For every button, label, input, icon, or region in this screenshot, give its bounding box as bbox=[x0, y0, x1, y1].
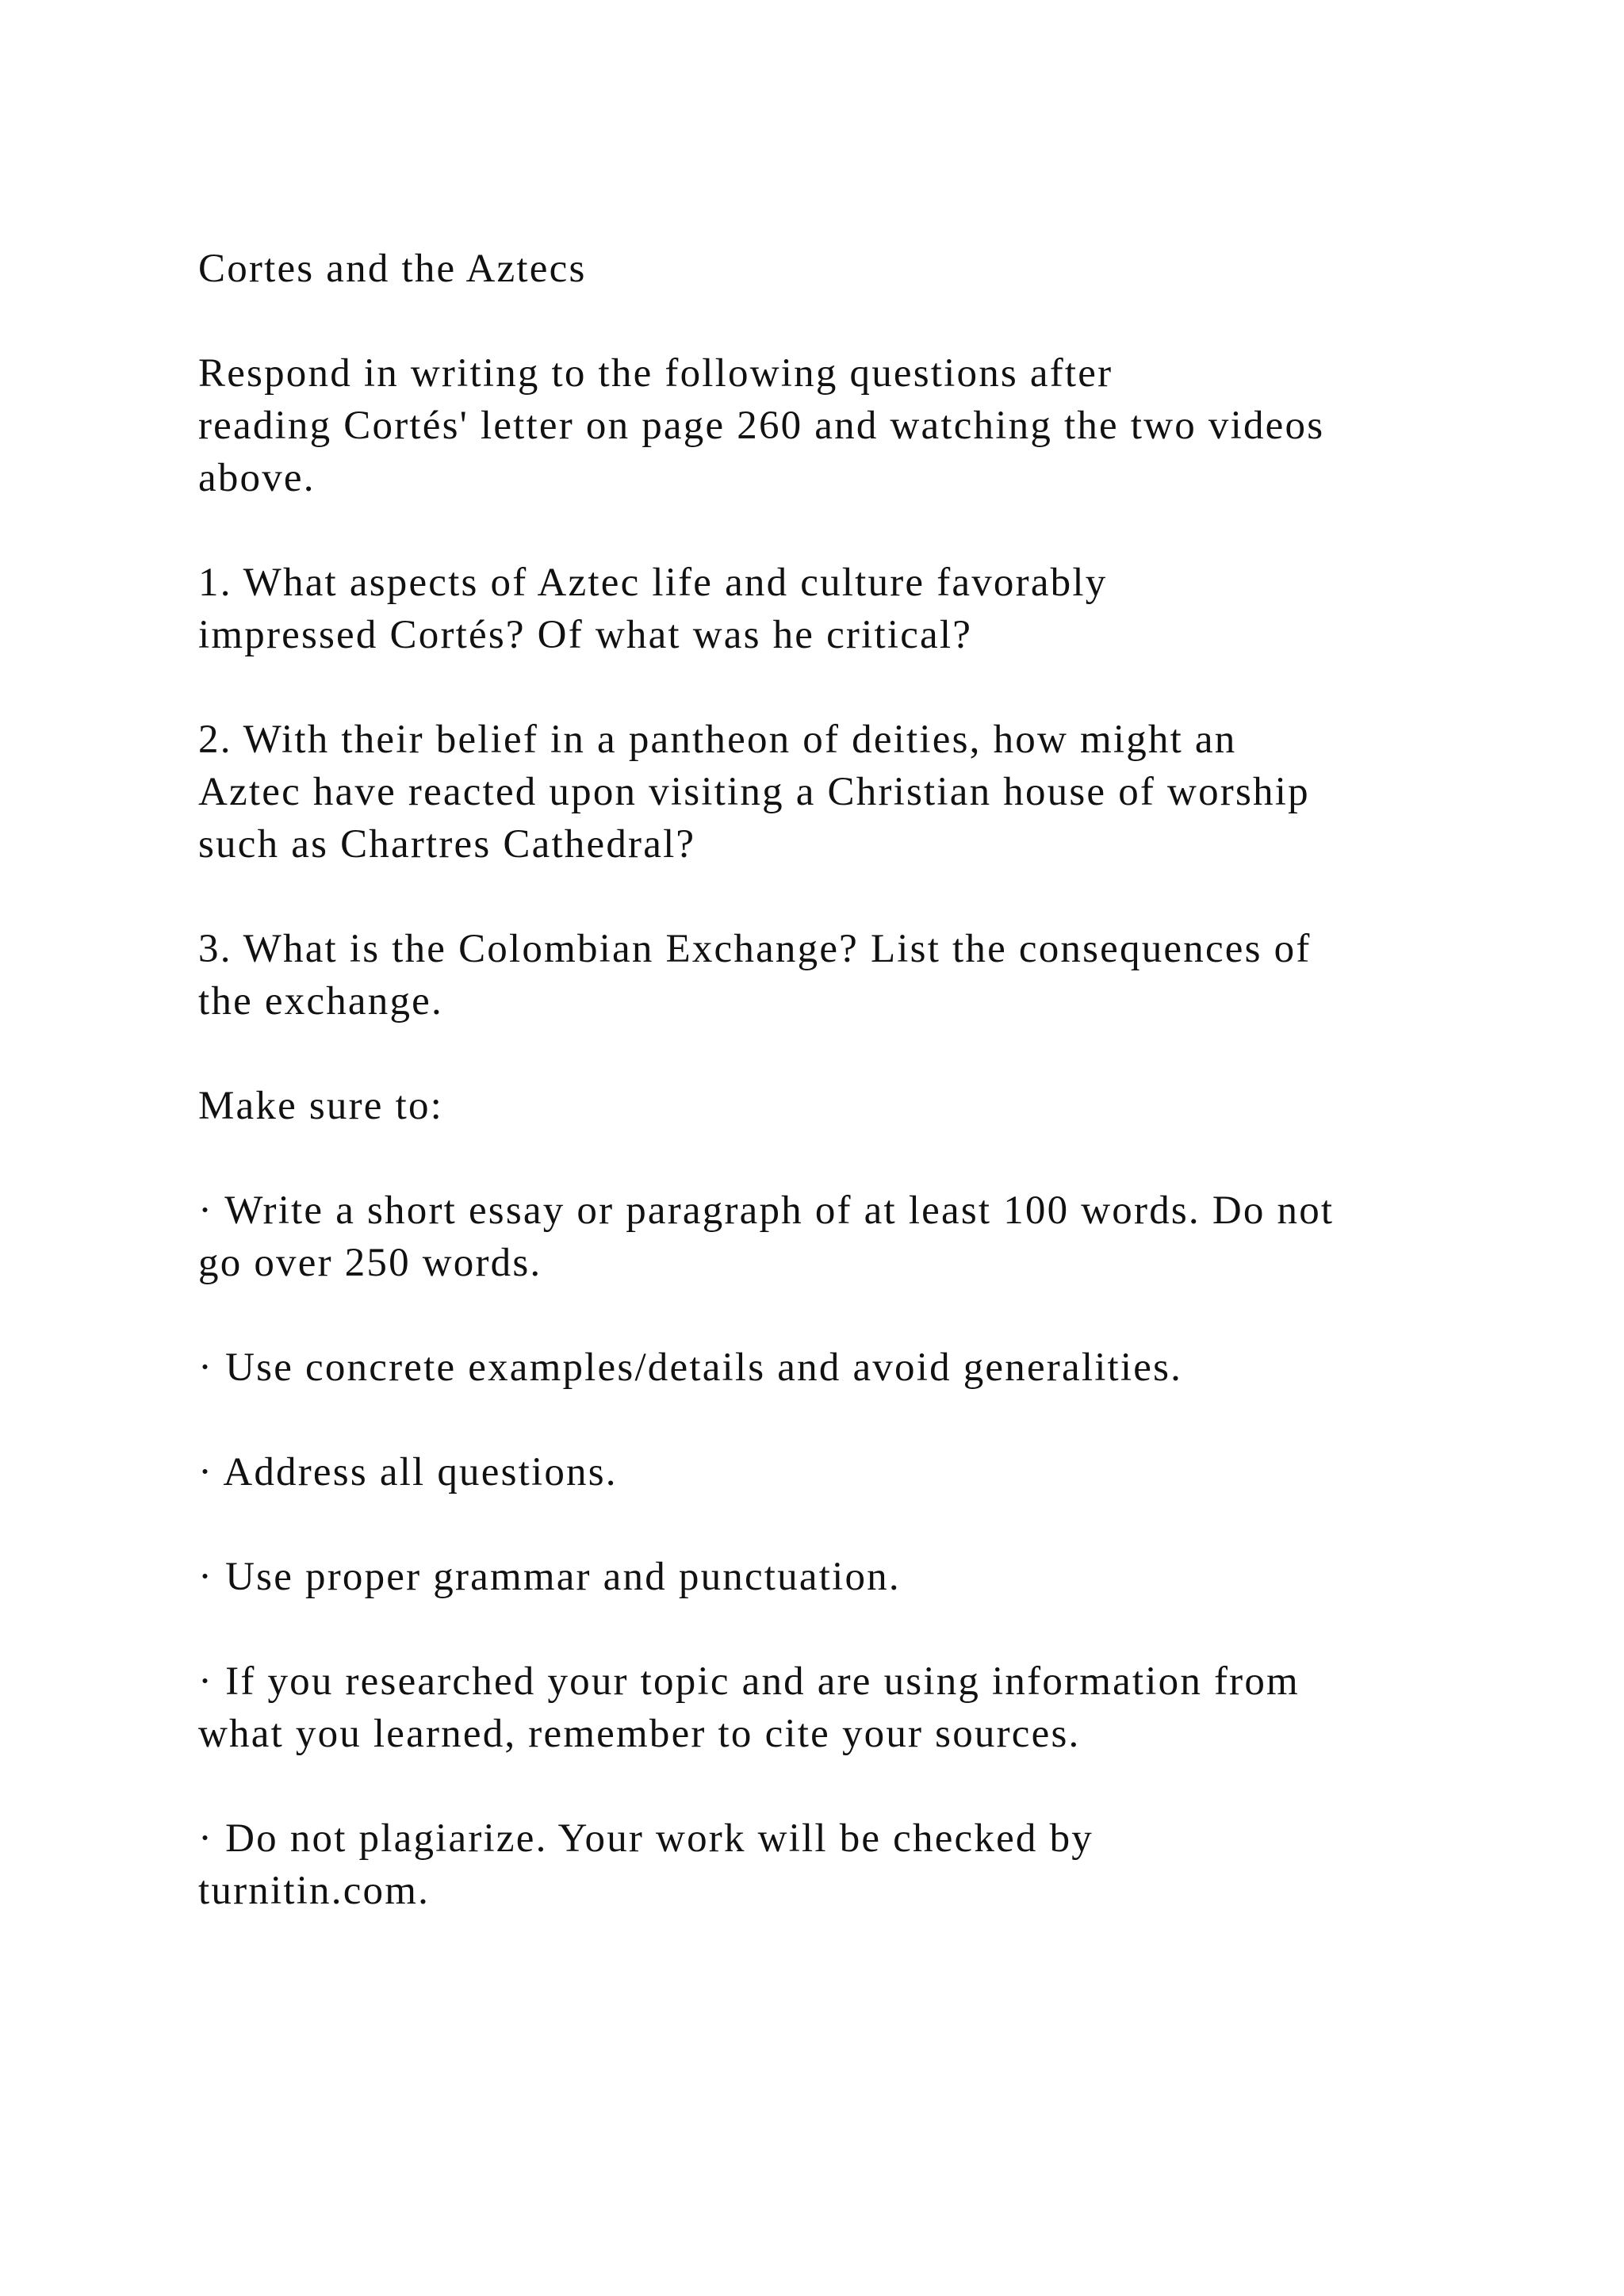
bullet-line: what you learned, remember to cite your sources. bbox=[198, 1712, 1081, 1756]
intro-line: above. bbox=[198, 456, 316, 500]
question-line: the exchange. bbox=[198, 979, 443, 1024]
question-line: impressed Cortés? Of what was he critical? bbox=[198, 613, 973, 657]
bullet-item bbox=[198, 1655, 1483, 1760]
question-1 bbox=[198, 557, 1483, 661]
bullet-line: turnitin.com. bbox=[198, 1869, 431, 1913]
bullet-line: · If you researched your topic and are using information from bbox=[198, 1659, 1300, 1704]
bullet-line: · Write a short essay or paragraph of at least 100 words. Do not bbox=[198, 1188, 1335, 1233]
document-body bbox=[198, 243, 1483, 1969]
question-line: 2. With their belief in a pantheon of deities, how might an bbox=[198, 718, 1237, 762]
question-2 bbox=[198, 714, 1483, 871]
intro-line: Respond in writing to the following questions after bbox=[198, 351, 1113, 396]
bullet-item bbox=[198, 1446, 1483, 1498]
bullet-line: · Do not plagiarize. Your work will be checked by bbox=[198, 1816, 1094, 1861]
bullet-item bbox=[198, 1341, 1483, 1394]
bullet-line: · Address all questions. bbox=[198, 1450, 618, 1494]
bullet-item bbox=[198, 1184, 1483, 1289]
question-line: such as Chartres Cathedral? bbox=[198, 822, 696, 867]
intro-paragraph bbox=[198, 347, 1483, 504]
question-3 bbox=[198, 923, 1483, 1027]
document-title bbox=[198, 243, 1483, 295]
intro-line: reading Cortés' letter on page 260 and watching the two videos bbox=[198, 404, 1325, 448]
bullet-item bbox=[198, 1812, 1483, 1917]
question-line: Aztec have reacted upon visiting a Christian house of worship bbox=[198, 770, 1310, 814]
bullet-line: · Use concrete examples/details and avoid generalities. bbox=[198, 1345, 1183, 1390]
title-line: Cortes and the Aztecs bbox=[198, 247, 587, 291]
question-line: 3. What is the Colombian Exchange? List the consequences of bbox=[198, 927, 1312, 971]
question-line: 1. What aspects of Aztec life and culture favorably bbox=[198, 561, 1108, 605]
bullet-line: go over 250 words. bbox=[198, 1241, 542, 1285]
bullet-line: · Use proper grammar and punctuation. bbox=[198, 1555, 901, 1599]
instructions-heading bbox=[198, 1080, 1483, 1132]
instructions-heading-line: Make sure to: bbox=[198, 1084, 444, 1128]
bullet-item bbox=[198, 1551, 1483, 1603]
